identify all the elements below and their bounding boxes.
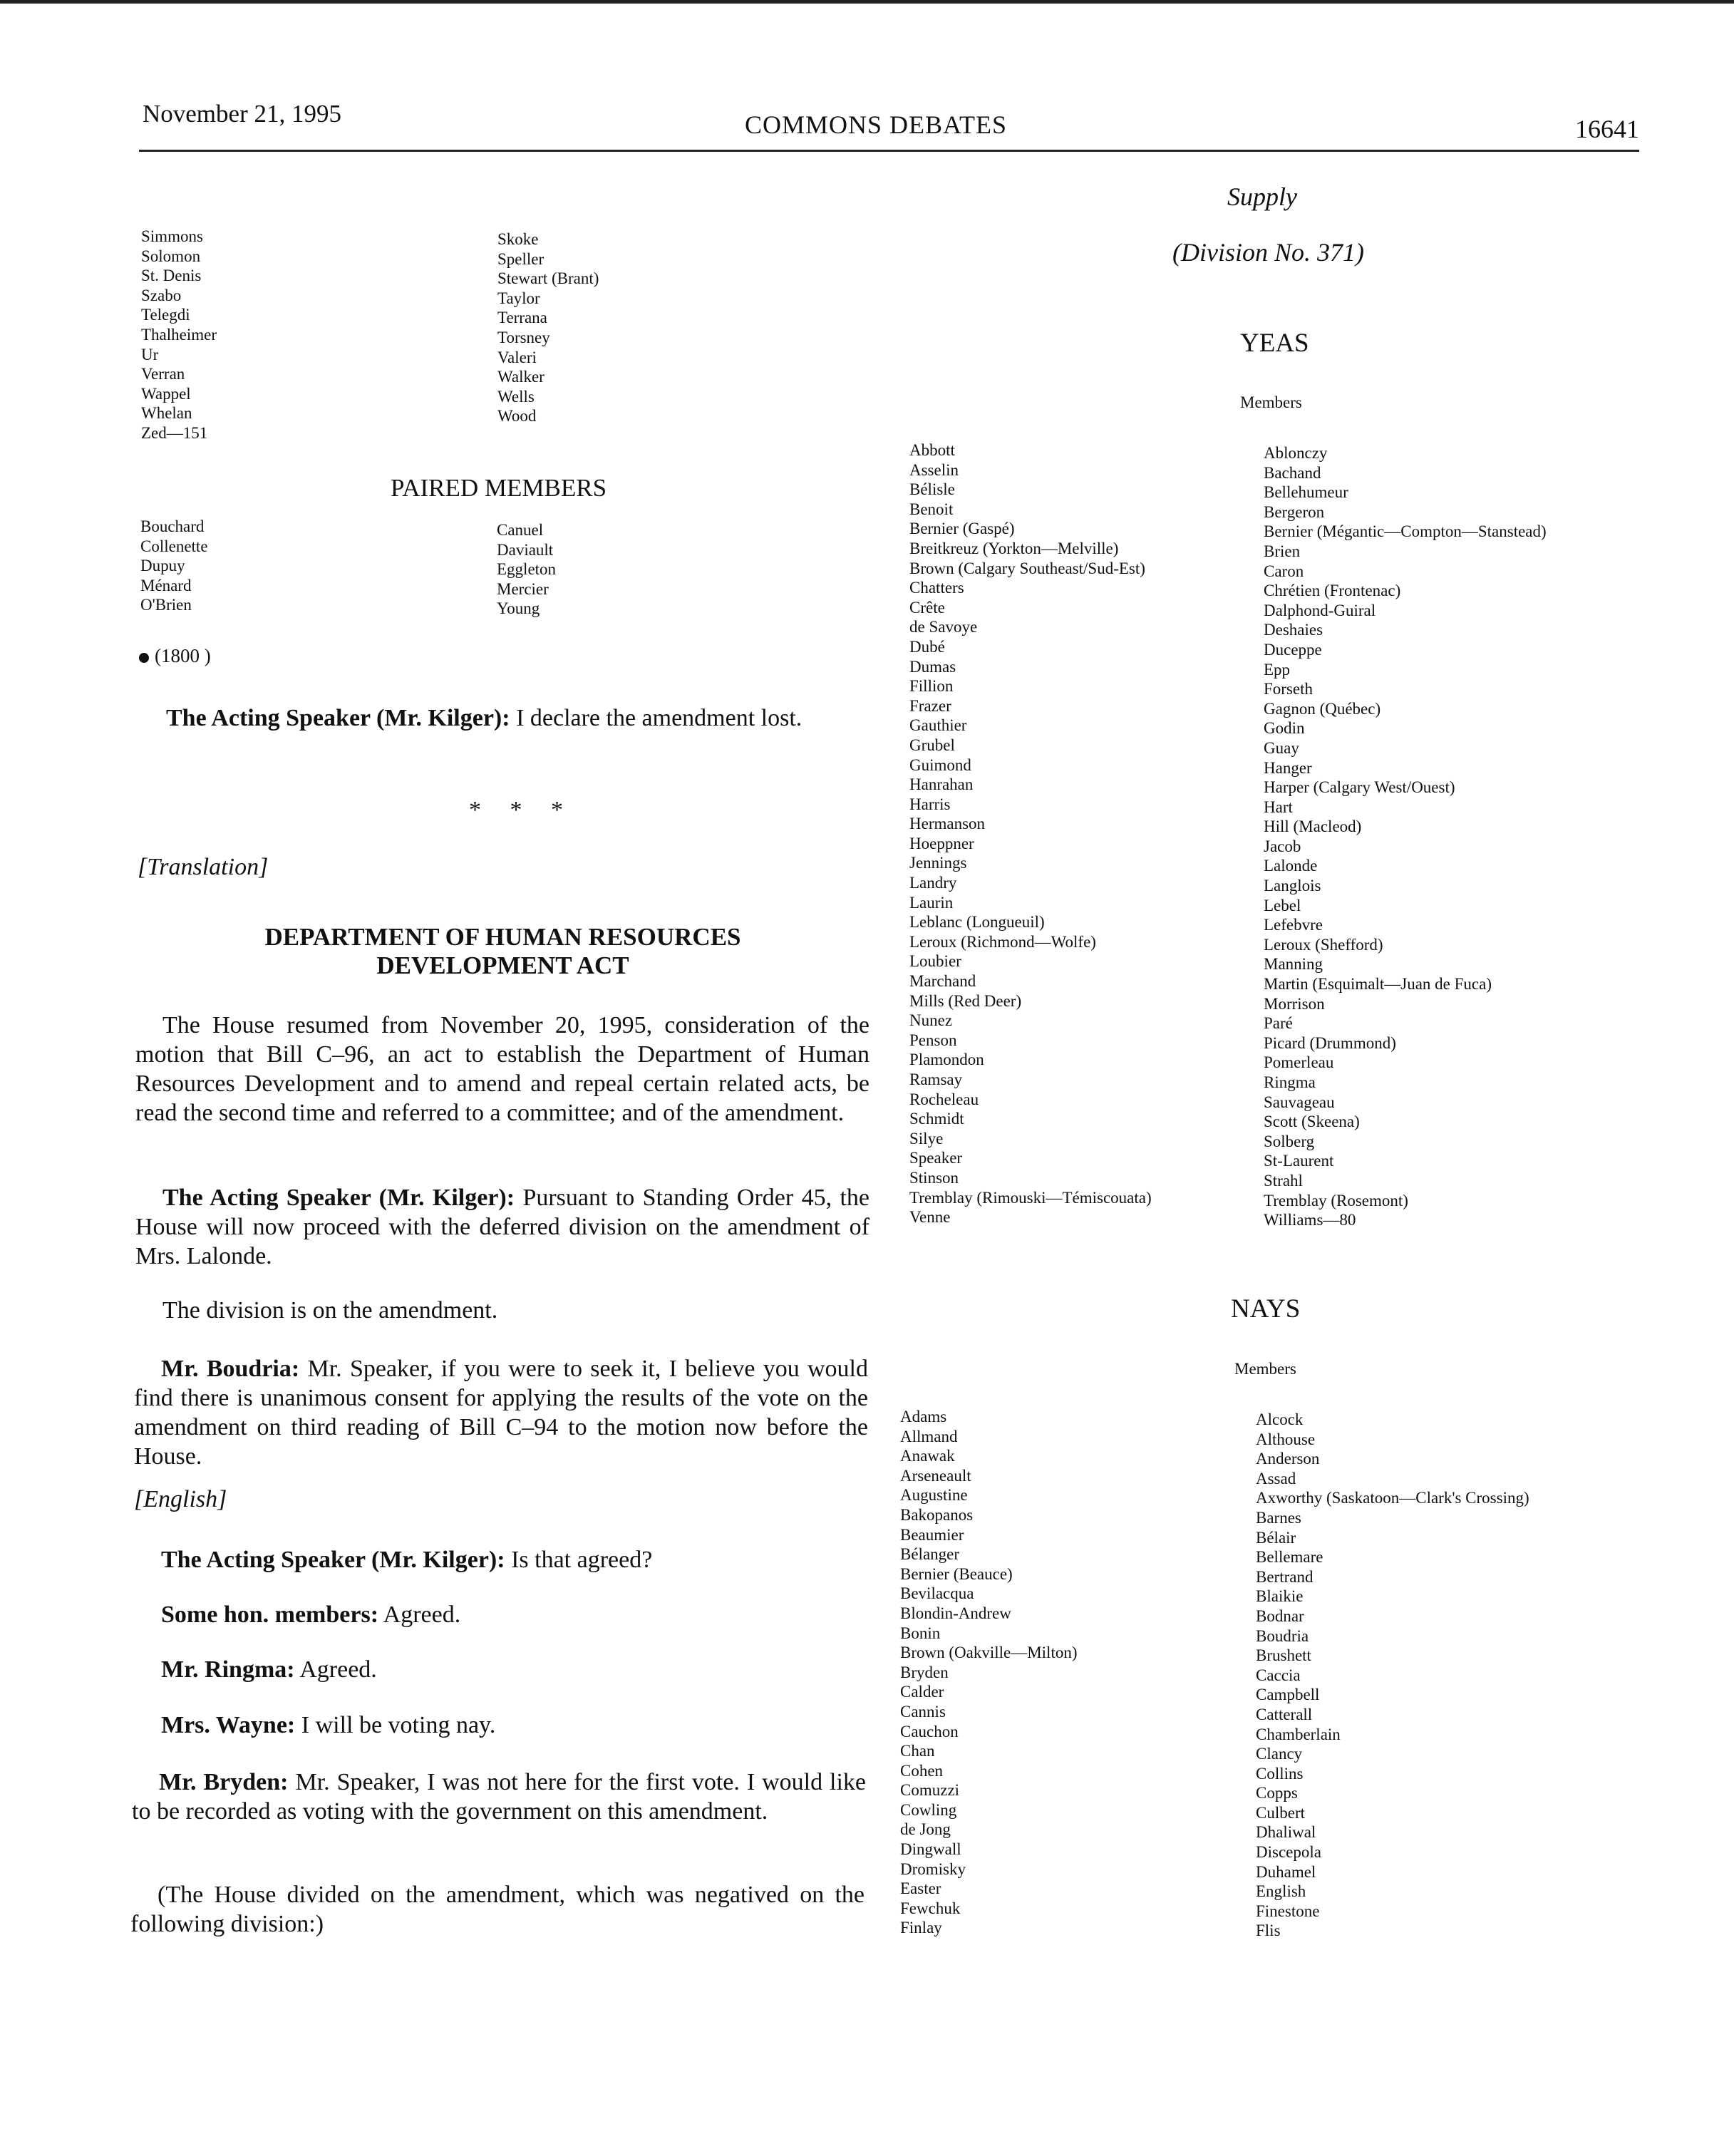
member-name: Simmons (141, 227, 203, 245)
member-name: Laurin (909, 893, 954, 912)
member-name: Marchand (909, 972, 976, 991)
member-name: Cowling (900, 1800, 957, 1819)
yeas-members-label: Members (1240, 393, 1302, 411)
member-name: Thalheimer (141, 325, 217, 344)
member-name: Collenette (140, 537, 208, 555)
member-name: Brien (1264, 542, 1301, 560)
member-name: Beaumier (900, 1525, 964, 1544)
member-name: Arseneault (900, 1466, 971, 1485)
header-date: November 21, 1995 (143, 100, 341, 128)
member-name: Brushett (1256, 1646, 1311, 1665)
speech-text: I will be voting nay. (295, 1712, 496, 1738)
member-name: Morrison (1264, 994, 1325, 1013)
member-name: Speaker (909, 1149, 963, 1167)
division-number: (Division No. 371) (1172, 238, 1364, 267)
speech-text: Pursuant to Standing Order 45, the House will now proceed with the deferred division on the amendment of Mrs. Lalonde. (135, 1185, 870, 1269)
supply-heading: Supply (1227, 182, 1297, 211)
member-name: Bellehumeur (1264, 483, 1348, 502)
member-name: Loubier (909, 952, 961, 971)
member-name: Bonin (900, 1624, 941, 1642)
member-name: Dubé (909, 637, 945, 656)
member-name: Althouse (1256, 1430, 1316, 1448)
member-name: Leblanc (Longueuil) (909, 913, 1045, 932)
member-name: Plamondon (909, 1051, 984, 1069)
member-name: Lebel (1264, 896, 1301, 914)
member-name: Paré (1264, 1014, 1293, 1033)
member-name: Adams (900, 1408, 947, 1425)
member-name: Speller (497, 249, 545, 268)
member-name: Mercier (497, 579, 549, 598)
member-name: Assad (1256, 1469, 1296, 1487)
member-name: Fillion (909, 677, 954, 696)
member-name: Terrana (497, 309, 547, 327)
member-name: Williams—80 (1264, 1211, 1356, 1229)
member-name: Caccia (1256, 1666, 1301, 1684)
member-name: Duceppe (1264, 640, 1322, 659)
member-name: Rocheleau (909, 1090, 979, 1108)
member-name: Bernier (Mégantic—Compton—Stanstead) (1264, 522, 1547, 541)
member-name: Gauthier (909, 716, 967, 735)
member-name: St. Denis (141, 267, 202, 285)
member-name: Wood (497, 407, 537, 425)
member-name: Culbert (1256, 1803, 1305, 1822)
member-name: Chan (900, 1742, 935, 1760)
page-header (143, 100, 1639, 150)
member-name: English (1256, 1882, 1306, 1901)
member-name: Abbott (909, 441, 955, 459)
member-name: Jennings (909, 854, 967, 872)
member-name: Daviault (497, 540, 554, 559)
member-name: Guay (1264, 738, 1299, 757)
member-name: Strahl (1264, 1171, 1303, 1190)
continued-member-list-2 (497, 229, 599, 426)
paired-member-list-2 (497, 520, 556, 619)
member-name: Harper (Calgary West/Ouest) (1264, 778, 1455, 797)
member-name: Cauchon (900, 1722, 959, 1740)
member-name: Ramsay (909, 1071, 963, 1088)
member-name: Blondin-Andrew (900, 1604, 1011, 1622)
member-name: Easter (900, 1879, 941, 1898)
member-name: Mills (Red Deer) (909, 991, 1022, 1010)
member-name: de Savoye (909, 618, 978, 636)
time-marker-text: (1800 ) (155, 645, 211, 666)
member-name: Pomerleau (1264, 1053, 1334, 1072)
member-name: Dingwall (900, 1840, 961, 1859)
section-heading-line-1: DEPARTMENT OF HUMAN RESOURCES (264, 923, 741, 951)
member-name: Venne (909, 1208, 951, 1227)
member-name: Deshaies (1264, 621, 1323, 639)
paragraph-house-divided: (The House divided on the amendment, which was negatived on the following division:) (130, 1882, 865, 1937)
member-name: Barnes (1256, 1508, 1301, 1527)
member-name: Caron (1264, 562, 1304, 580)
member-name: Telegdi (141, 306, 190, 324)
member-name: Catterall (1256, 1705, 1313, 1723)
member-name: Bernier (Beauce) (900, 1564, 1013, 1583)
member-name: Bertrand (1256, 1567, 1314, 1586)
nays-heading: NAYS (1231, 1294, 1301, 1324)
member-name: Tremblay (Rosemont) (1264, 1191, 1408, 1209)
member-name: Canuel (497, 521, 544, 539)
member-name: Dromisky (900, 1860, 966, 1878)
header-rule (139, 150, 1639, 152)
member-name: Finlay (900, 1919, 942, 1937)
member-name: Silye (909, 1129, 944, 1147)
member-name: Alcock (1256, 1410, 1304, 1428)
member-name: Bouchard (140, 517, 205, 535)
member-name: Asselin (909, 460, 959, 479)
member-name: Hoeppner (909, 834, 974, 852)
member-name: Cohen (900, 1761, 944, 1780)
time-marker (139, 645, 211, 667)
paragraph-house-resumed: The House resumed from November 20, 1995, consideration of the motion that Bill C–96, an act to establish the Department of Human Resources Development and to amend and repeal certain related acts, be read the second time and referred to a committee; and of the amendment. (135, 1012, 869, 1126)
member-name: Langlois (1264, 877, 1321, 895)
speech-text: I declare the amendment lost. (510, 705, 803, 731)
member-name: Wappel (141, 384, 191, 403)
paragraph-boudria (134, 1354, 868, 1471)
section-heading-line-2: DEVELOPMENT ACT (376, 951, 629, 979)
member-name: Martin (Esquimalt—Juan de Fuca) (1264, 975, 1492, 994)
member-name: Copps (1256, 1784, 1298, 1802)
english-tag: [English] (134, 1486, 227, 1512)
member-name: Young (497, 599, 540, 618)
speech-text: Agreed. (378, 1601, 461, 1628)
member-name: Hanrahan (909, 775, 974, 794)
member-name: Crête (909, 598, 945, 617)
member-name: Brown (Oakville—Milton) (900, 1644, 1078, 1662)
nays-member-list-2 (1256, 1410, 1529, 1941)
member-name: Torsney (497, 328, 550, 346)
nays-members-label: Members (1234, 1360, 1296, 1378)
member-name: Benoit (909, 500, 954, 518)
speech-text: Mr. Speaker, I was not here for the first vote. I would like to be recorded as voting with the government on this amendment. (132, 1769, 867, 1825)
member-name: Brown (Calgary Southeast/Sud-Est) (909, 559, 1145, 577)
member-name: Augustine (900, 1486, 968, 1505)
member-name: Valeri (497, 348, 537, 366)
member-name: Harris (909, 795, 951, 813)
speaker-name: Mr. Boudria: (161, 1356, 300, 1382)
member-name: Discepola (1256, 1843, 1321, 1862)
speech-text: Agreed. (294, 1656, 377, 1683)
member-name: Dumas (909, 657, 956, 676)
member-name: Walker (497, 368, 545, 386)
member-name: Calder (900, 1683, 944, 1701)
member-name: Verran (141, 365, 185, 383)
member-name: Bodnar (1256, 1606, 1304, 1625)
member-name: Ménard (140, 576, 192, 594)
paragraph-division-on-amendment: The division is on the amendment. (162, 1297, 498, 1324)
member-name: Penson (909, 1031, 957, 1049)
member-name: Anderson (1256, 1450, 1320, 1468)
member-name: Sauvageau (1264, 1093, 1335, 1111)
member-name: Szabo (141, 286, 182, 304)
member-name: Forseth (1264, 680, 1313, 698)
member-name: Whelan (141, 404, 192, 423)
member-name: Campbell (1256, 1686, 1320, 1704)
member-name: Bellemare (1256, 1548, 1323, 1567)
member-name: Skoke (497, 230, 539, 248)
member-name: Chamberlain (1256, 1725, 1341, 1743)
translation-tag: [Translation] (138, 854, 269, 880)
yeas-heading: YEAS (1240, 329, 1309, 358)
member-name: Ur (141, 345, 159, 363)
member-name: Stewart (Brant) (497, 269, 599, 288)
member-name: Bélair (1256, 1528, 1296, 1547)
member-name: Axworthy (Saskatoon—Clark's Crossing) (1256, 1489, 1529, 1507)
bullet-icon (139, 653, 149, 663)
member-name: Guimond (909, 755, 971, 774)
member-name: Lalonde (1264, 857, 1318, 875)
nays-member-list-1 (900, 1407, 1078, 1938)
member-name: Collins (1256, 1764, 1304, 1783)
member-name: Bakopanos (900, 1505, 974, 1524)
member-name: Hanger (1264, 758, 1312, 777)
member-name: Breitkreuz (Yorkton—Melville) (909, 539, 1119, 557)
speaker-name: Mr. Bryden: (159, 1769, 289, 1795)
paragraph-deferred-division (135, 1183, 869, 1271)
header-title: COMMONS DEBATES (745, 110, 1008, 139)
member-name: Stinson (909, 1168, 959, 1187)
yeas-member-list-2 (1264, 443, 1547, 1230)
member-name: Blaikie (1256, 1587, 1304, 1606)
paragraph-ringma (134, 1655, 868, 1684)
member-name: Clancy (1256, 1745, 1303, 1763)
member-name: Flis (1256, 1922, 1281, 1940)
speech-text: Mr. Speaker, if you were to seek it, I believe you would find there is unanimous consent for applying the results of the vote on the amendment on third reading of Bill C–94 to the motion now before the House. (134, 1356, 868, 1470)
member-name: Epp (1264, 660, 1291, 679)
member-name: Dhaliwal (1256, 1823, 1316, 1842)
member-name: Picard (Drummond) (1264, 1033, 1396, 1052)
section-separator: * * * (469, 797, 574, 823)
member-name: Chatters (909, 579, 964, 597)
paragraph-some-members (134, 1600, 868, 1629)
member-name: Bélisle (909, 480, 955, 499)
speaker-name: The Acting Speaker (Mr. Kilger): (162, 1185, 515, 1211)
member-name: Bergeron (1264, 502, 1325, 521)
member-name: Schmidt (909, 1110, 964, 1128)
member-name: O'Brien (140, 596, 192, 614)
speaker-name: Mr. Ringma: (161, 1656, 295, 1683)
member-name: Leroux (Richmond—Wolfe) (909, 932, 1096, 951)
paragraph-is-that-agreed (134, 1545, 868, 1574)
speaker-name: The Acting Speaker (Mr. Kilger): (161, 1547, 505, 1573)
speaker-name: The Acting Speaker (Mr. Kilger): (166, 705, 510, 731)
member-name: Landry (909, 874, 957, 892)
paragraph-bryden (132, 1768, 866, 1826)
member-name: Bachand (1264, 463, 1321, 482)
member-name: Frazer (909, 696, 951, 715)
member-name: Tremblay (Rimouski—Témiscouata) (909, 1188, 1152, 1207)
member-name: Wells (497, 387, 535, 406)
member-name: Solomon (141, 247, 201, 265)
member-name: Grubel (909, 736, 955, 754)
member-name: Hill (Macleod) (1264, 817, 1362, 836)
member-name: Dalphond-Guiral (1264, 601, 1376, 619)
member-name: Boudria (1256, 1626, 1309, 1645)
member-name: Comuzzi (900, 1781, 960, 1800)
member-name: Jacob (1264, 837, 1301, 855)
member-name: Godin (1264, 719, 1305, 738)
member-name: Zed—151 (141, 423, 208, 442)
speaker-name: Some hon. members: (161, 1601, 379, 1628)
member-name: de Jong (900, 1820, 951, 1839)
member-name: Taylor (497, 289, 540, 307)
page-top-border (0, 0, 1734, 4)
member-name: Bernier (Gaspé) (909, 520, 1015, 538)
member-name: Bélanger (900, 1545, 960, 1564)
member-name: Allmand (900, 1427, 958, 1445)
member-name: Finestone (1256, 1902, 1320, 1920)
member-name: Duhamel (1256, 1862, 1316, 1881)
paired-member-list-1 (140, 517, 208, 615)
member-name: Cannis (900, 1702, 946, 1721)
continued-member-list-1 (141, 227, 217, 443)
member-name: Hart (1264, 798, 1293, 816)
member-name: Bevilacqua (900, 1584, 974, 1603)
paragraph-wayne (134, 1711, 868, 1740)
member-name: Lefebvre (1264, 916, 1323, 934)
member-name: Scott (Skeena) (1264, 1113, 1360, 1131)
member-name: Leroux (Shefford) (1264, 935, 1383, 954)
member-name: Manning (1264, 955, 1323, 974)
member-name: Gagnon (Québec) (1264, 699, 1381, 718)
member-name: Hermanson (909, 815, 986, 833)
speaker-name: Mrs. Wayne: (161, 1712, 296, 1738)
member-name: Bryden (900, 1663, 949, 1681)
member-name: Fewchuk (900, 1899, 961, 1917)
member-name: St-Laurent (1264, 1152, 1334, 1170)
member-name: Solberg (1264, 1132, 1315, 1150)
member-name: Ringma (1264, 1073, 1316, 1091)
paired-members-heading: PAIRED MEMBERS (391, 474, 607, 502)
paragraph-speaker-declares (138, 703, 872, 733)
member-name: Dupuy (140, 557, 185, 575)
header-page-number: 16641 (1575, 115, 1639, 143)
member-name: Ablonczy (1264, 444, 1328, 462)
member-name: Anawak (900, 1447, 955, 1465)
speech-text: Is that agreed? (505, 1547, 653, 1573)
member-name: Chrétien (Frontenac) (1264, 582, 1401, 600)
yeas-member-list-1 (909, 440, 1152, 1227)
section-heading (138, 923, 868, 980)
member-name: Nunez (909, 1011, 953, 1030)
member-name: Eggleton (497, 560, 557, 579)
